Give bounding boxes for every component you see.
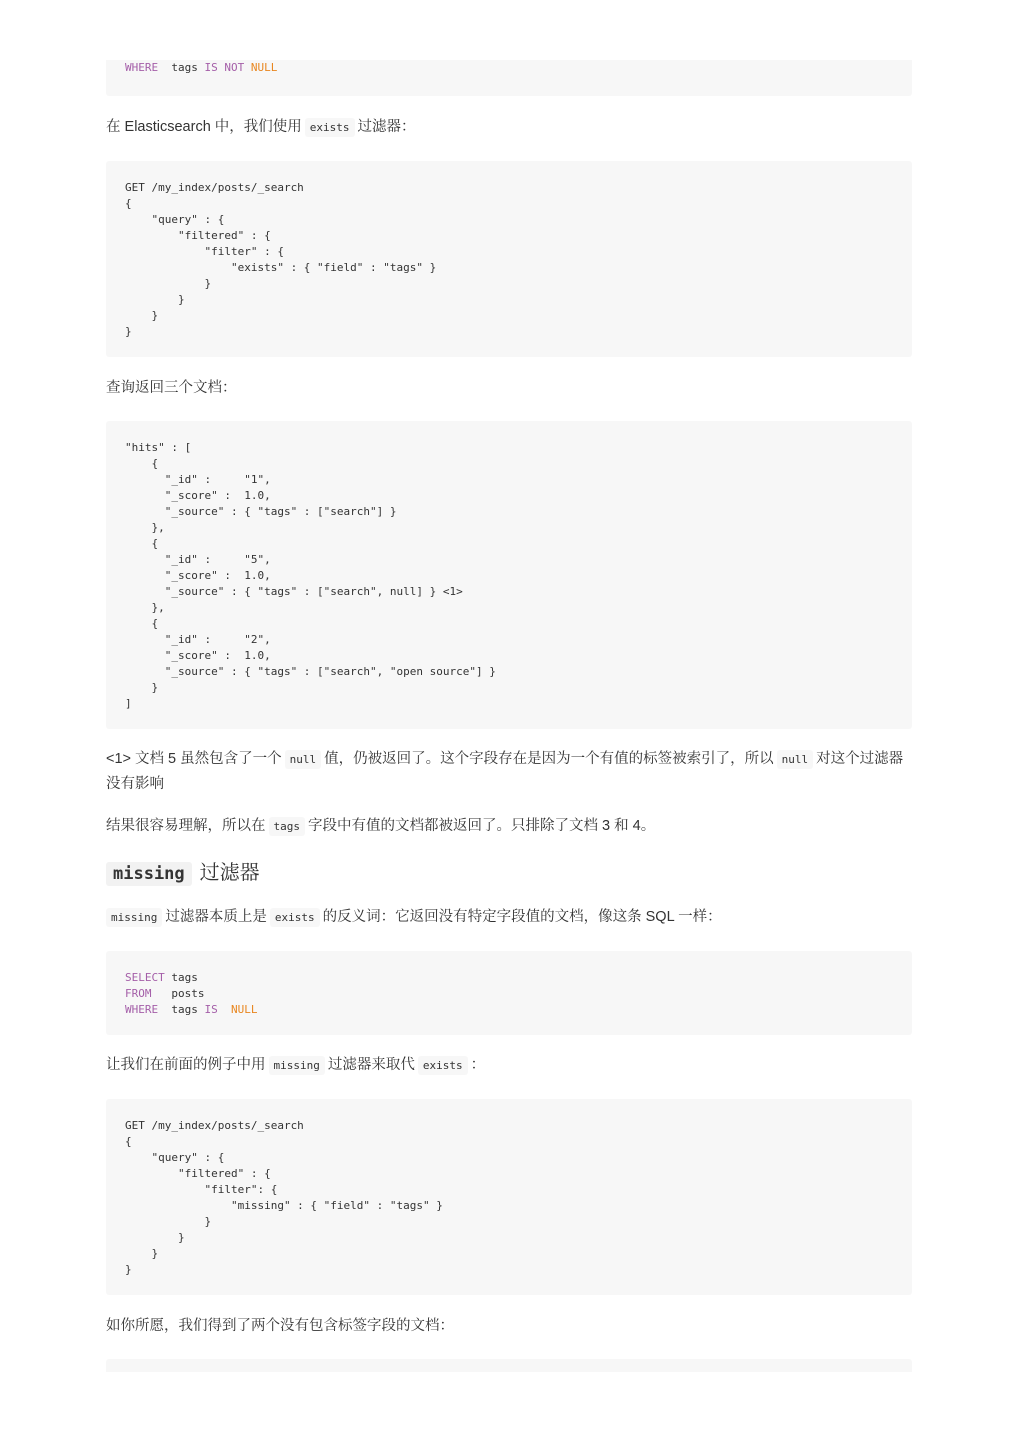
sql-keyword: IS — [204, 61, 218, 74]
inline-code: missing — [106, 908, 162, 927]
sql-code-block-missing — [106, 951, 912, 1035]
paragraph-result — [106, 814, 912, 839]
sql-keyword: FROM — [125, 987, 152, 1000]
section-heading-missing — [106, 859, 912, 888]
paragraph-text: 过滤器本质上是 — [165, 909, 267, 925]
sql-text: posts — [151, 987, 205, 1000]
sql-keyword: IS — [204, 1003, 218, 1016]
inline-code: exists — [270, 908, 320, 927]
heading-text: 过滤器 — [199, 862, 260, 884]
paragraph-text: 过滤器： — [357, 119, 416, 135]
inline-code: null — [285, 750, 322, 769]
code-block-exists-query: GET /my_index/posts/_search { "query" : { "filtered" : { "filter" : { "exists" : { "field" : "tags" } } } } } — [106, 161, 912, 357]
paragraph-text: 过滤器来取代 — [327, 1057, 415, 1073]
paragraph-note — [106, 747, 912, 796]
paragraph-text: 在 Elasticsearch 中，我们使用 — [106, 119, 302, 135]
sql-text: tags — [158, 61, 205, 74]
sql-keyword: WHERE — [125, 61, 159, 74]
code-block-missing-query: GET /my_index/posts/_search { "query" : { "filtered" : { "filter": { "missing" : { "field" : "tags" } } } } } — [106, 1099, 912, 1295]
sql-keyword: SELECT — [125, 971, 165, 984]
sql-null-literal: NULL — [250, 61, 278, 74]
paragraph-text: <1> 文档 5 虽然包含了一个 — [106, 751, 282, 767]
sql-keyword: WHERE — [125, 1003, 159, 1016]
sql-space — [244, 61, 251, 74]
paragraph-exists-intro — [106, 115, 912, 140]
inline-code: exists — [418, 1056, 468, 1075]
paragraph-text: 结果很容易理解，所以在 — [106, 818, 266, 834]
sql-code-block-tail — [106, 60, 912, 96]
paragraph-text: 的反义词：它返回没有特定字段值的文档，像这条 SQL 一样： — [322, 909, 722, 925]
inline-code: null — [777, 750, 814, 769]
code-block-continued — [106, 1359, 912, 1372]
sql-text: tags — [164, 971, 198, 984]
paragraph-missing-intro — [106, 905, 912, 930]
paragraph-text: 值，仍被返回了。这个字段存在是因为一个有值的标签被索引了，所以 — [324, 751, 774, 767]
document-page — [106, 60, 912, 1372]
heading-code: missing — [106, 862, 192, 886]
sql-text: tags — [158, 1003, 205, 1016]
paragraph-returns-three: 查询返回三个文档： — [106, 380, 237, 396]
inline-code: tags — [269, 817, 306, 836]
paragraph-text: 让我们在前面的例子中用 — [106, 1057, 266, 1073]
paragraph-text: 字段中有值的文档都被返回了。只排除了文档 3 和 4。 — [308, 818, 656, 834]
paragraph-text: 对这个过滤器没有影响 — [106, 751, 904, 792]
paragraph-text: ： — [470, 1057, 486, 1073]
paragraph-two-docs: 如你所愿，我们得到了两个没有包含标签字段的文档： — [106, 1318, 454, 1334]
sql-keyword: NOT — [224, 61, 245, 74]
inline-code: exists — [305, 118, 355, 137]
paragraph-replace — [106, 1053, 912, 1078]
inline-code: missing — [269, 1056, 325, 1075]
code-block-hits: "hits" : [ { "_id" : "1", "_score" : 1.0, "_source" : { "tags" : ["search"] } }, { "_id" : "5", "_score" : 1.0, "_source" : { "tags" : ["search", null] } <1> }, { "_id" : "2", "_score" : 1.0, "_source" : { "tags" : ["search", "open source"] } } ] — [106, 421, 912, 729]
sql-null-literal: NULL — [230, 1003, 258, 1016]
sql-space — [218, 1003, 231, 1016]
